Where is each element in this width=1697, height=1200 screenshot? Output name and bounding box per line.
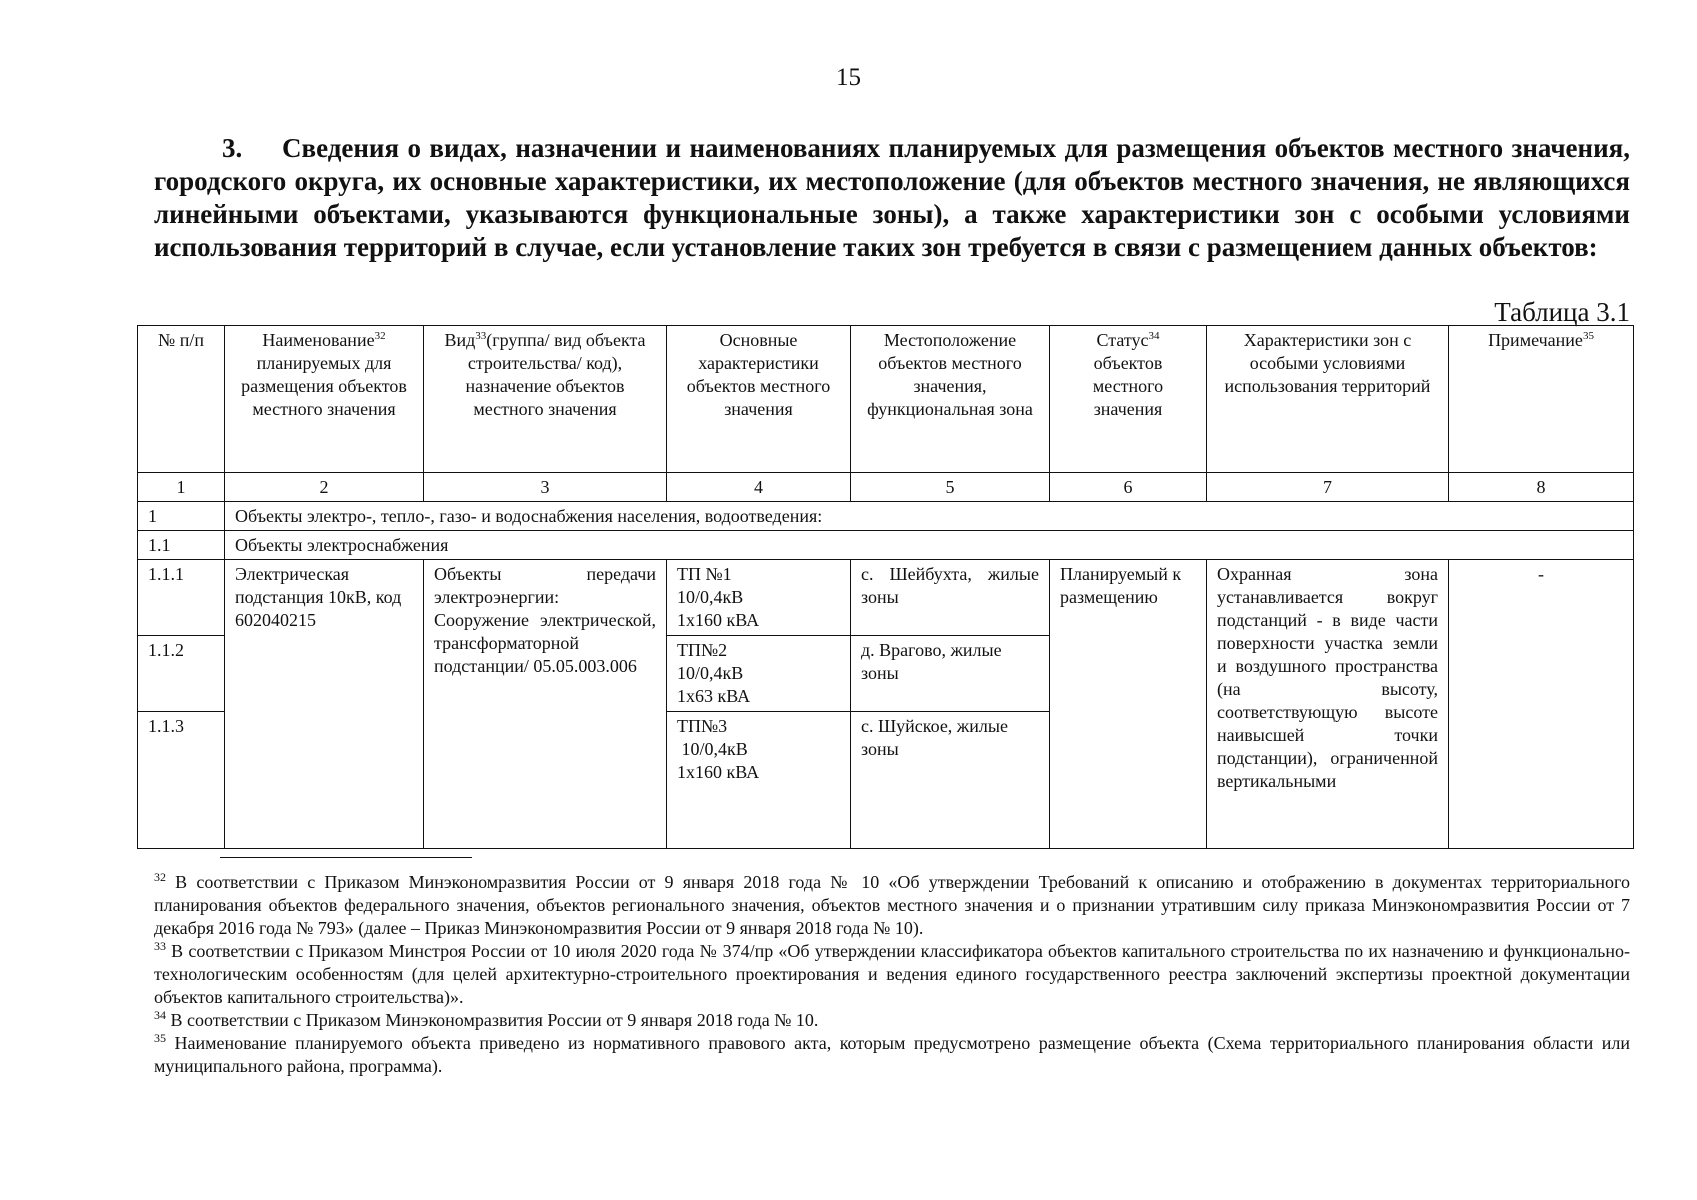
header-text: Характеристики зон с особыми условиями использования территорий [1224,330,1431,396]
header-text: Вид [444,330,476,350]
object-name: Электрическая подстанция 10кВ, код 602040215 [225,560,424,849]
chars-line: ТП№2 [677,640,728,660]
chars-line: ТП №1 [677,564,732,584]
header-text: планируемых для размещения объектов местного значения [241,353,407,419]
footnote-text: В соответствии с Приказом Минэкономразвития России от 9 января 2018 года № 10. [166,1010,819,1030]
subsection-title: Объекты электроснабжения [225,531,1634,560]
object-note: - [1449,560,1634,849]
footnote-separator [220,857,472,858]
header-cell [851,326,1050,473]
footnote [154,940,1630,1009]
subsection-row [138,531,1634,560]
table-caption: Таблица 3.1 [1494,297,1630,327]
section-heading-text: Сведения о видах, назначении и наименованиях планируемых для размещения объектов местного значения, городского округа, их основные характеристики, их местоположение (для объектов местного значения, не являющихся линейными объектами, указываются функциональные зоны), а также характеристики зон с особыми условиями использования территорий в случае, если установление таких зон требуется в связи с размещением данных объектов: [154,133,1630,262]
header-text: № п/п [158,330,204,350]
footnotes [154,871,1630,1078]
section-title: Объекты электро-, тепло-, газо- и водоснабжения населения, водоотведения: [225,502,1634,531]
object-location: д. Врагово, жилые зоны [851,636,1050,712]
row-num: 1.1.1 [138,560,225,636]
footnote-number: 33 [154,939,166,953]
column-number: 6 [1050,473,1207,502]
footnote [154,1032,1630,1078]
column-number-row [138,473,1634,502]
chars-line: 10/0,4кВ [677,587,744,607]
header-text: Наименование [262,330,375,350]
table-row [138,560,1634,636]
section-number: 3. [222,133,243,163]
footnote-number: 34 [154,1008,166,1022]
chars-line: 10/0,4кВ [677,663,744,683]
header-cell [138,326,225,473]
object-location: с. Шейбухта, жилые зоны [851,560,1050,636]
column-number: 8 [1449,473,1634,502]
header-text: Основные характеристики объектов местного значения [686,330,831,419]
footnote-number: 32 [154,870,166,884]
row-num: 1.1.2 [138,636,225,712]
row-num: 1.1.3 [138,712,225,849]
header-text: (группа/ вид объекта строительства/ код), назначение объектов местного значения [465,330,646,419]
object-chars [667,712,851,849]
section-num: 1 [138,502,225,531]
footnote-number: 35 [154,1031,166,1045]
column-number: 1 [138,473,225,502]
header-cell [1449,326,1634,473]
header-text: Местоположение объектов местного значения, функциональная зона [867,330,1033,419]
header-text: Статус [1096,330,1149,350]
column-number: 5 [851,473,1050,502]
column-number: 2 [225,473,424,502]
chars-line: 1х160 кВА [677,610,760,630]
footnote [154,871,1630,940]
header-cell [667,326,851,473]
subsection-num: 1.1 [138,531,225,560]
zone-characteristics: Охранная зона устанавливается вокруг подстанций - в виде части поверхности участка земли и воздушного пространства (на высоту, соответствующую высоте наивысшей точки подстанции), ограниченной вертикальными [1207,560,1449,849]
chars-line: ТП№3 [677,716,728,736]
column-number: 3 [424,473,667,502]
object-location: с. Шуйское, жилые зоны [851,712,1050,849]
page-number: 15 [836,64,861,91]
footnote-text: Наименование планируемого объекта приведено из нормативного правового акта, которым предусмотрено размещение объекта (Схема территориального планирования области или муниципального района, программа). [154,1033,1630,1076]
object-kind: Объекты передачи электроэнергии: Сооружение электрической, трансформаторной подстанции/ 05.05.003.006 [424,560,667,849]
header-cell [1207,326,1449,473]
header-cell [1050,326,1207,473]
chars-line: 1х63 кВА [677,686,751,706]
footnote-ref: 33 [475,330,487,342]
object-status: Планируемый к размещению [1050,560,1207,849]
column-number: 4 [667,473,851,502]
header-cell [225,326,424,473]
table-header-row [138,326,1634,473]
section-row [138,502,1634,531]
footnote-text: В соответствии с Приказом Минэкономразвития России от 9 января 2018 года № 10 «Об утверждении Требований к описанию и отображению в документах территориального планирования объектов федерального значения, объектов регионального значения, объектов местного значения и о признании утратившим силу приказа Минэкономразвития России от 7 декабря 2016 года № 793» (далее – Приказ Минэкономразвития России от 9 января 2018 года № 10). [154,872,1630,938]
footnote-ref: 35 [1582,330,1594,342]
objects-table [137,325,1634,849]
chars-line: 10/0,4кВ [677,739,748,759]
footnote-ref: 32 [374,330,386,342]
header-cell [424,326,667,473]
object-chars [667,636,851,712]
header-text: объектов местного значения [1092,353,1164,419]
section-heading [154,132,1630,264]
header-text: Примечание [1488,330,1583,350]
footnote [154,1009,1630,1032]
column-number: 7 [1207,473,1449,502]
chars-line: 1х160 кВА [677,762,760,782]
footnote-ref: 34 [1148,330,1160,342]
object-chars [667,560,851,636]
footnote-text: В соответствии с Приказом Минстроя России от 10 июля 2020 года № 374/пр «Об утверждении классификатора объектов капитального строительства по их назначению и функционально-технологическим особенностям (для целей архитектурно-строительного проектирования и ведения единого государственного реестра заключений экспертизы проектной документации объектов капитального строительства)». [154,941,1630,1007]
